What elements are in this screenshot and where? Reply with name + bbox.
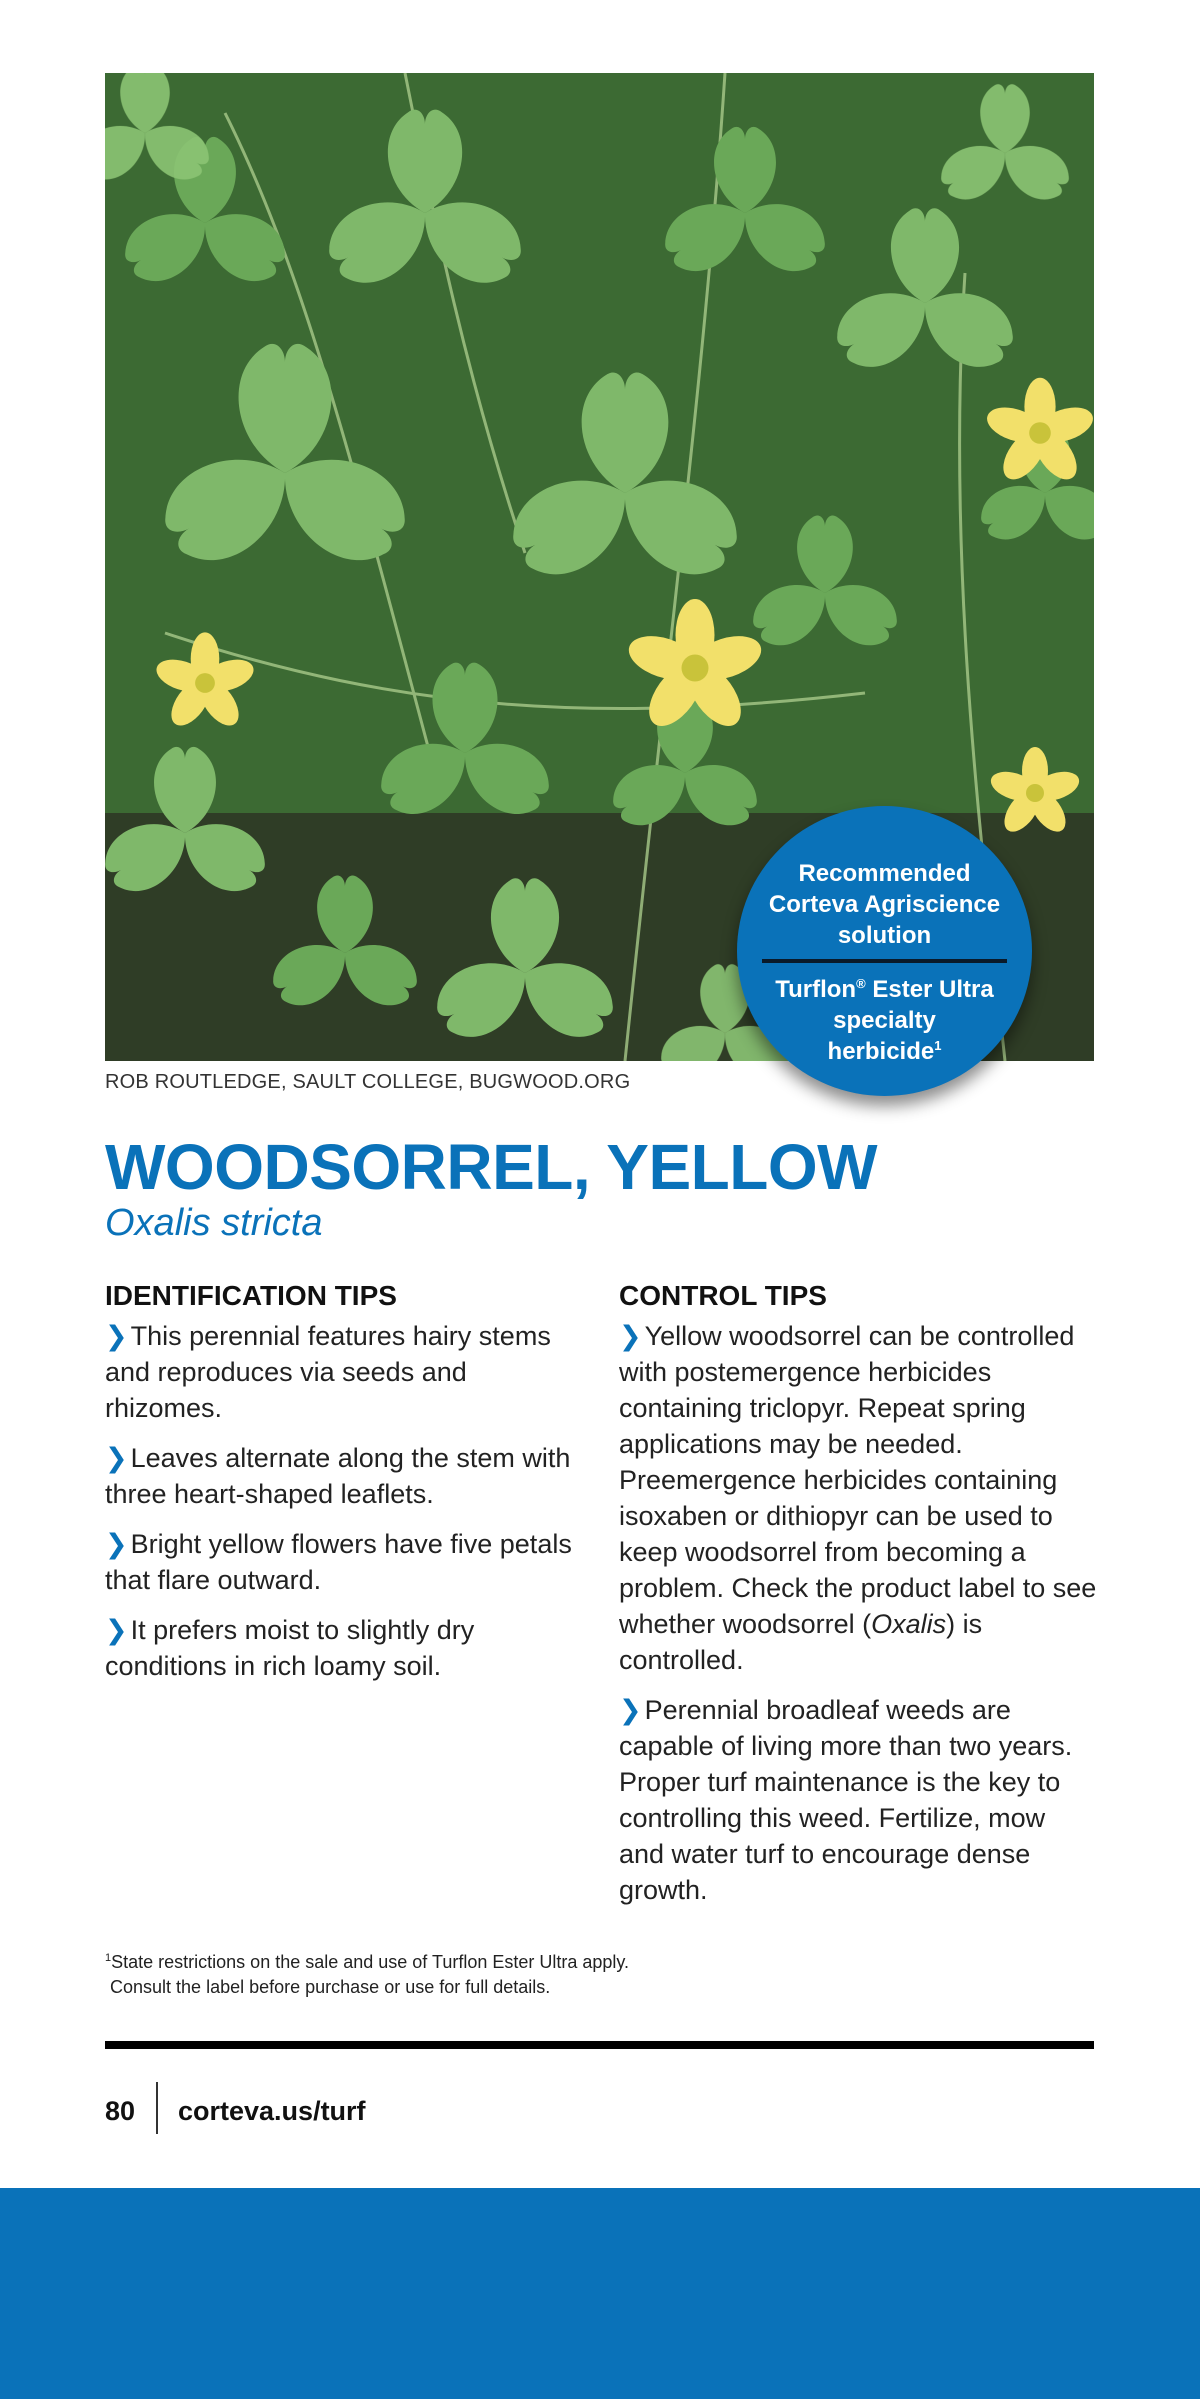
footer-divider	[156, 2082, 158, 2134]
control-tip: ❯ Yellow woodsorrel can be controlled with postemergence herbicides containing triclopyr. Repeat spring applications may be needed. Preemergence herbicides containing isoxaben or dithiopyr can be used to keep woodsorrel from becoming a problem. Check the product label to see whether woodsorrel (Oxalis) is controlled.	[619, 1321, 1097, 1675]
identification-tip: ❯ This perennial features hairy stems and reproduces via seeds and rhizomes.	[105, 1321, 551, 1423]
chevron-right-icon: ❯	[105, 1529, 128, 1559]
chevron-right-icon: ❯	[619, 1695, 642, 1725]
footer-color-band	[0, 2188, 1200, 2399]
identification-tip: ❯ Bright yellow flowers have five petals that flare outward.	[105, 1529, 572, 1595]
identification-tip: ❯ It prefers moist to slightly dry conditions in rich loamy soil.	[105, 1615, 475, 1681]
badge-heading: Recommended Corteva Agriscience solution	[768, 860, 1001, 949]
control-tip: ❯ Perennial broadleaf weeds are capable of living more than two years. Proper turf maintenance is the key to controlling this weed. Fertilize, mow and water turf to encourage dense growth.	[619, 1695, 1073, 1905]
latin-name: Oxalis stricta	[105, 1202, 323, 1244]
photo-credit: ROB ROUTLEDGE, SAULT COLLEGE, BUGWOOD.ORG	[105, 1071, 631, 1093]
page-number: 80	[105, 2096, 136, 2126]
chevron-right-icon: ❯	[105, 1321, 128, 1351]
chevron-right-icon: ❯	[619, 1321, 642, 1351]
page-title: WOODSORREL, YELLOW	[105, 1131, 878, 1203]
badge-divider	[762, 959, 1007, 963]
identification-tips	[105, 1280, 575, 1698]
recommended-solution-badge	[737, 806, 1032, 1096]
badge-product: Turflon® Ester Ultra specialty herbicide$^1$	[775, 976, 994, 1065]
identification-tip: ❯ Leaves alternate along the stem with three heart-shaped leaflets.	[105, 1443, 571, 1509]
chevron-right-icon: ❯	[105, 1443, 128, 1473]
chevron-right-icon: ❯	[105, 1615, 128, 1645]
footnote: $^1$State restrictions on the sale and use of Turflon Ester Ultra apply. Consult the label before purchase or use for full details.	[105, 1952, 630, 1997]
footer-url[interactable]: corteva.us/turf	[178, 2096, 366, 2126]
identification-heading: IDENTIFICATION TIPS	[105, 1280, 397, 1311]
footer-rule	[105, 2041, 1094, 2049]
control-tips	[619, 1280, 1097, 1922]
control-heading: CONTROL TIPS	[619, 1280, 827, 1311]
